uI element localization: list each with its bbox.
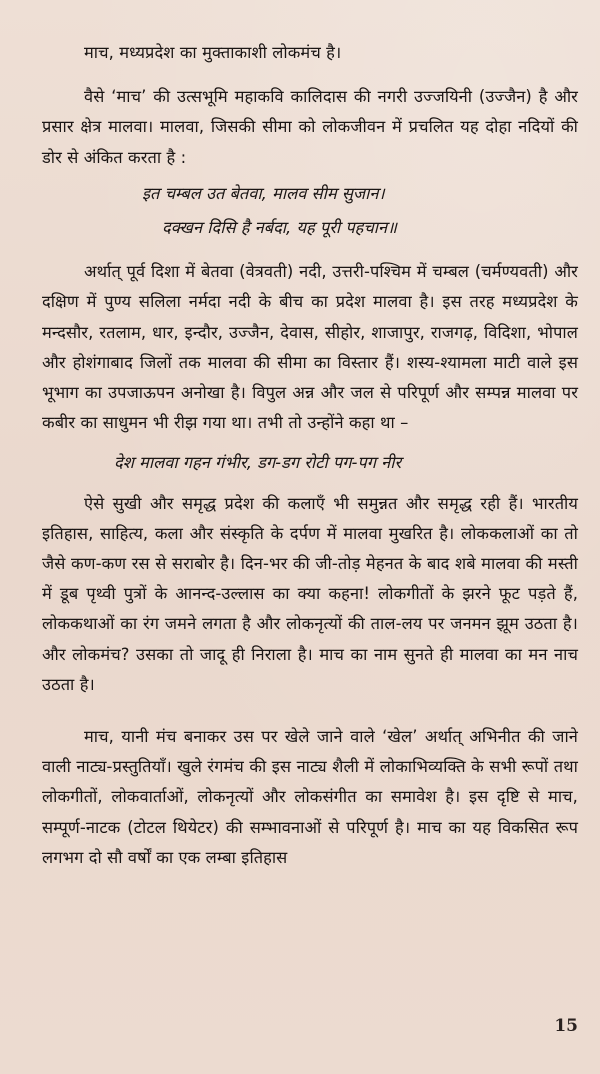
- paragraph-folk-arts: ऐसे सुखी और समृद्ध प्रदेश की कलाएँ भी समुन्नत और समृद्ध रही हैं। भारतीय इतिहास, साहित्य, कला और संस्कृति के दर्पण में मालवा मुखरित है। लोककलाओं का तो जैसे कण-कण रस से सराबोर है। दिन-भर की जी-तोड़ मेहनत के बाद शबे मालवा की मस्ती में डूब पृथ्वी पुत्रों के आनन्द-उल्लास का क्या कहना! लोकगीतों के झरने फूट पड़ते हैं, लोककथाओं का रंग जमने लगता है और लोकनृत्यों की ताल-लय पर जनमन झूम उठता है। और लोकमंच? उसका तो जादू ही निराला है। माच का नाम सुनते ही मालवा का मन नाच उठता है।: [42, 493, 578, 694]
- verse-doha-line-2: दक्खन दिसि है नर्बदा, यह पूरी पहचान॥: [162, 218, 397, 238]
- verse-doha-line-1: इत चम्बल उत बेतवा, मालव सीम सुजान।: [142, 183, 385, 203]
- paragraph-malwa-boundaries: अर्थात् पूर्व दिशा में बेतवा (वेत्रवती) नदी, उत्तरी-पश्चिम में चम्बल (चर्मण्यवती) और दक्षिण में पुण्य सलिला नर्मदा नदी के बीच का प्रदेश मालवा है। इस तरह मध्यप्रदेश के मन्दसौर, रतलाम, धार, इन्दौर, उज्जैन, देवास, सीहोर, शाजापुर, राजगढ़, विदिशा, भोपाल और होशंगाबाद जिलों तक मालवा की सीमा का विस्तार हैं। शस्य-श्यामला माटी वाले इस भूभाग का उपजाऊपन अनोखा है। विपुल अन्न और जल से परिपूर्ण और सम्पन्न मालवा पर कबीर का साधुमन भी रीझ गया था। तभी तो उन्होंने कहा था –: [42, 262, 578, 433]
- paragraph-intro: माच, मध्यप्रदेश का मुक्ताकाशी लोकमंच है।: [84, 43, 342, 62]
- paragraph-ujjain-malwa: वैसे ‘माच’ की उत्सभूमि महाकवि कालिदास की नगरी उज्जयिनी (उज्जैन) है और प्रसार क्षेत्र मालवा। मालवा, जिसकी सीमा को लोकजीवन में प्रचलित यह दोहा नदियों की डोर से अंकित करता है :: [42, 87, 578, 167]
- verse-kabir: देश मालवा गहन गंभीर, डग-डग रोटी पग-पग नीर: [114, 453, 402, 473]
- paragraph-mach-theatre: माच, यानी मंच बनाकर उस पर खेले जाने वाले ‘खेल’ अर्थात् अभिनीत की जाने वाली नाट्य-प्रस्तुतियाँ। खुले रंगमंच की इस नाट्य शैली में लोकाभिव्यक्ति के सभी रूपों तथा लोकगीतों, लोकवार्ताओं, लोकनृत्यों और लोकसंगीत का समावेश है। इस दृष्टि से माच, सम्पूर्ण-नाटक (टोटल थियेटर) की सम्भावनाओं से परिपूर्ण है। माच का यह विकसित रूप लगभग दो सौ वर्षों का एक लम्बा इतिहास: [42, 727, 578, 867]
- page-number: 15: [554, 1016, 578, 1036]
